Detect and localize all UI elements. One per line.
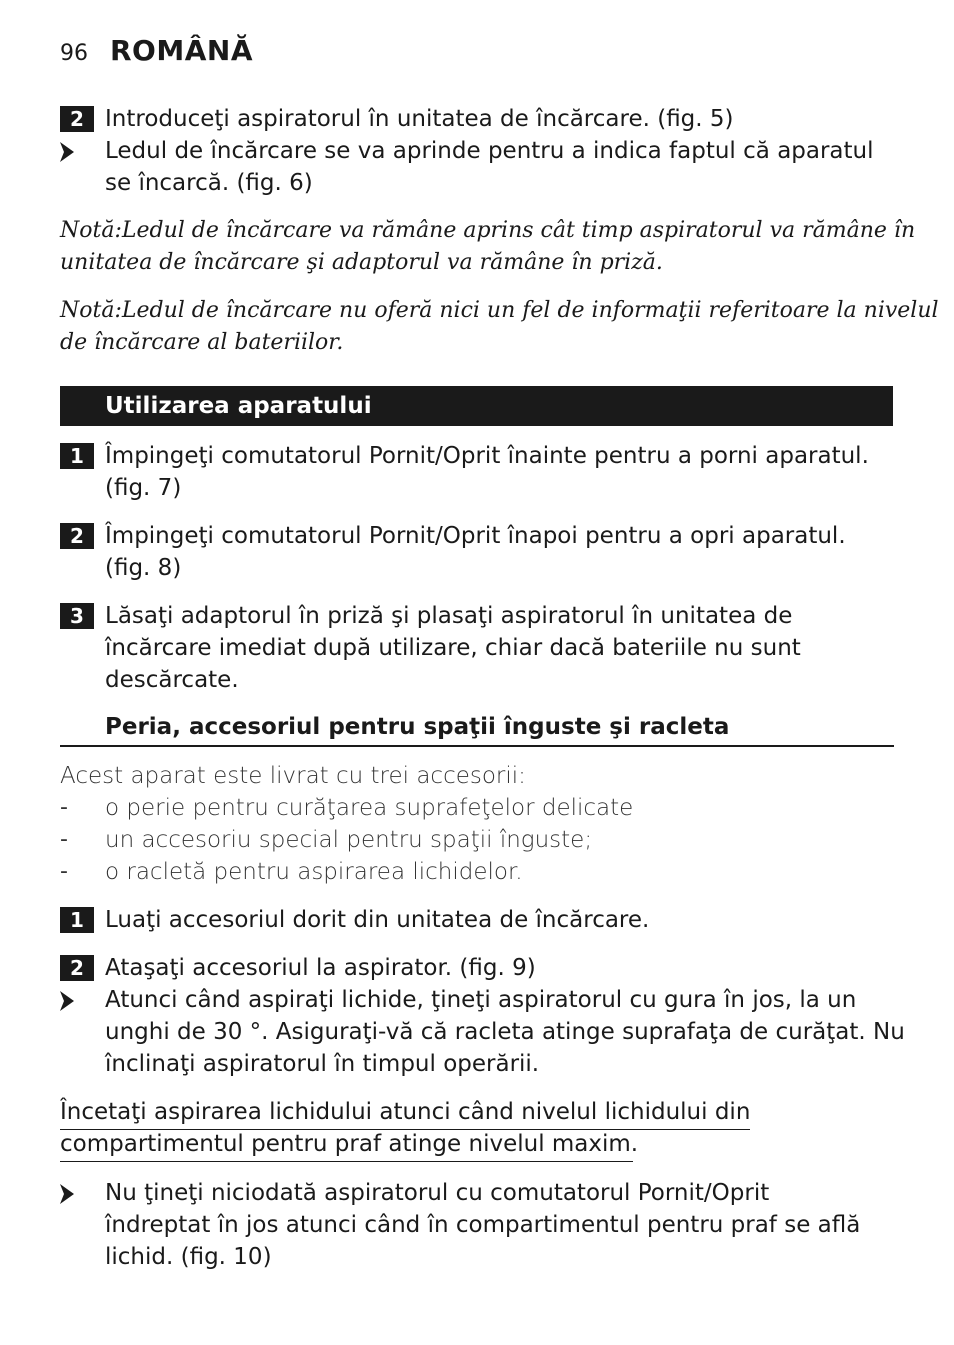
- triangle-bullet-icon: [60, 1184, 74, 1204]
- section-title: Utilizarea aparatului: [105, 393, 372, 419]
- note-text: unitatea de încărcare şi adaptorul va rămâne în priză.: [60, 250, 663, 275]
- page-header: [60, 34, 253, 74]
- step-badge: 2: [60, 106, 94, 132]
- page-number: 96: [60, 41, 88, 66]
- step-badge: 2: [60, 523, 94, 549]
- bullet-text: lichid. (fig. 10): [105, 1244, 272, 1270]
- bullet-text: unghi de 30 °. Asiguraţi-vă că racleta atinge suprafaţa de curăţat. Nu: [105, 1019, 905, 1045]
- note-text: Notă:Ledul de încărcare va rămâne aprins cât timp aspiratorul va rămâne în: [60, 218, 916, 243]
- warning-text: compartimentul pentru praf atinge nivelul maxim.: [60, 1131, 639, 1157]
- bullet-text: se încarcă. (fig. 6): [105, 170, 313, 196]
- step-text: (fig. 7): [105, 475, 182, 501]
- triangle-bullet-icon: [60, 142, 74, 162]
- underline: [60, 1161, 633, 1162]
- intro-text: Acest aparat este livrat cu trei accesorii:: [60, 763, 526, 789]
- triangle-bullet-icon: [60, 991, 74, 1011]
- step-text: Luaţi accesoriul dorit din unitatea de încărcare.: [105, 907, 650, 933]
- step-text: Împingeţi comutatorul Pornit/Oprit înapoi pentru a opri aparatul.: [105, 523, 846, 549]
- step-badge: 1: [60, 907, 94, 933]
- language-title: ROMÂNĂ: [110, 34, 253, 67]
- bullet-text: Atunci când aspiraţi lichide, ţineţi aspiratorul cu gura în jos, la un: [105, 987, 857, 1013]
- bullet-text: Ledul de încărcare se va aprinde pentru a indica faptul că aparatul: [105, 138, 874, 164]
- step-text: descărcate.: [105, 667, 239, 693]
- list-item: un accesoriu special pentru spaţii înguste;: [105, 827, 593, 853]
- bullet-text: înclinaţi aspiratorul în timpul operării.: [105, 1051, 540, 1077]
- step-badge: 2: [60, 955, 94, 981]
- list-dash: -: [60, 795, 68, 820]
- section-heading-bar: [60, 386, 893, 426]
- warning-text: Încetaţi aspirarea lichidului atunci când nivelul lichidului din: [60, 1099, 751, 1125]
- list-dash: -: [60, 827, 68, 852]
- step-badge: 3: [60, 603, 94, 629]
- bullet-text: Nu ţineţi niciodată aspiratorul cu comutatorul Pornit/Oprit: [105, 1180, 770, 1206]
- subsection-title: Peria, accesoriul pentru spaţii înguste şi racleta: [105, 714, 730, 740]
- list-dash: -: [60, 859, 68, 884]
- step-text: Ataşaţi accesoriul la aspirator. (fig. 9): [105, 955, 536, 981]
- divider: [60, 745, 894, 747]
- step-text: Împingeţi comutatorul Pornit/Oprit înainte pentru a porni aparatul.: [105, 443, 869, 469]
- bullet-text: îndreptat în jos atunci când în compartimentul pentru praf se află: [105, 1212, 861, 1238]
- list-item: o perie pentru curăţarea suprafeţelor delicate: [105, 795, 634, 821]
- step-text: încărcare imediat după utilizare, chiar dacă bateriile nu sunt: [105, 635, 801, 661]
- list-item: o racletă pentru aspirarea lichidelor.: [105, 859, 523, 885]
- note-text: Notă:Ledul de încărcare nu oferă nici un fel de informaţii referitoare la nivelul: [60, 298, 939, 323]
- step-text: Introduceţi aspiratorul în unitatea de încărcare. (fig. 5): [105, 106, 734, 132]
- step-text: (fig. 8): [105, 555, 182, 581]
- step-badge: 1: [60, 443, 94, 469]
- note-text: de încărcare al bateriilor.: [60, 330, 344, 355]
- step-text: Lăsaţi adaptorul în priză şi plasaţi aspiratorul în unitatea de: [105, 603, 793, 629]
